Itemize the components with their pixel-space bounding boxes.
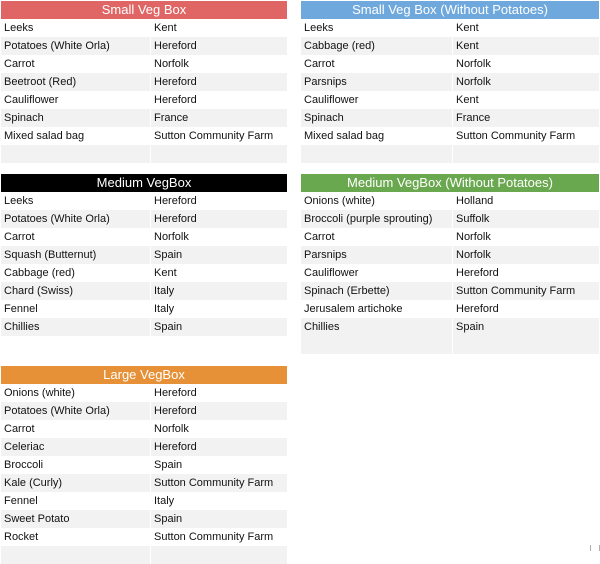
table-row (1, 192, 287, 210)
vegetable-cell: Cabbage (red) (301, 37, 453, 55)
origin-cell: Norfolk (151, 420, 287, 438)
empty-row (1, 546, 287, 564)
vegetable-cell: Fennel (1, 492, 151, 510)
table-row (1, 91, 287, 109)
table-row (301, 246, 599, 264)
table-row (301, 300, 599, 318)
medium-vegbox-table (1, 174, 287, 336)
table-row (1, 300, 287, 318)
vegetable-cell: Spinach (1, 109, 151, 127)
origin-cell: Suffolk (453, 210, 599, 228)
vegetable-cell: Broccoli (1, 456, 151, 474)
table-row (301, 318, 599, 336)
origin-cell: Italy (151, 492, 287, 510)
vegetable-cell: Squash (Butternut) (1, 246, 151, 264)
large-vegbox-table (1, 366, 287, 564)
vegetable-cell: Mixed salad bag (1, 127, 151, 145)
small-veg-box-no-potatoes-table (301, 1, 599, 163)
vegetable-cell: Celeriac (1, 438, 151, 456)
origin-cell: Hereford (151, 37, 287, 55)
origin-cell: Hereford (151, 384, 287, 402)
vegetable-cell: Cauliflower (1, 91, 151, 109)
medium-vegbox-no-potatoes-rows (301, 192, 599, 354)
table-row (1, 456, 287, 474)
vegetable-cell: Carrot (1, 55, 151, 73)
table-row (1, 228, 287, 246)
vegetable-cell: Onions (white) (1, 384, 151, 402)
medium-vegbox-no-potatoes-header: Medium VegBox (Without Potatoes) (301, 174, 599, 192)
empty-row (301, 145, 599, 163)
vegetable-cell: Cabbage (red) (1, 264, 151, 282)
vegetable-cell: Cauliflower (301, 91, 453, 109)
origin-cell: Norfolk (151, 55, 287, 73)
origin-cell: Sutton Community Farm (453, 282, 599, 300)
vegetable-cell: Potatoes (White Orla) (1, 402, 151, 420)
vegetable-cell: Mixed salad bag (301, 127, 453, 145)
table-row (1, 474, 287, 492)
small-veg-box-no-potatoes-header: Small Veg Box (Without Potatoes) (301, 1, 599, 19)
table-row (1, 318, 287, 336)
origin-cell: Norfolk (453, 73, 599, 91)
origin-cell: Hereford (453, 264, 599, 282)
vegetable-cell: Leeks (1, 192, 151, 210)
vegetable-cell: Potatoes (White Orla) (1, 37, 151, 55)
table-row (1, 264, 287, 282)
origin-cell: Hereford (151, 91, 287, 109)
table-row (1, 528, 287, 546)
vegetable-cell: Fennel (1, 300, 151, 318)
origin-cell: Kent (453, 37, 599, 55)
origin-cell: Sutton Community Farm (151, 474, 287, 492)
vegetable-cell: Cauliflower (301, 264, 453, 282)
vegetable-cell: Kale (Curly) (1, 474, 151, 492)
table-row (301, 109, 599, 127)
vegetable-cell: Broccoli (purple sprouting) (301, 210, 453, 228)
vegetable-cell: Parsnips (301, 73, 453, 91)
vegetable-cell: Carrot (301, 55, 453, 73)
empty-cell (453, 336, 599, 354)
table-row (301, 55, 599, 73)
vegetable-cell: Jerusalem artichoke (301, 300, 453, 318)
table-row (301, 127, 599, 145)
origin-cell: Kent (151, 19, 287, 37)
table-row (1, 402, 287, 420)
vegetable-cell: Parsnips (301, 246, 453, 264)
table-row (1, 55, 287, 73)
medium-vegbox-header: Medium VegBox (1, 174, 287, 192)
origin-cell: Sutton Community Farm (151, 127, 287, 145)
table-row (1, 109, 287, 127)
table-row (301, 228, 599, 246)
origin-cell: Spain (453, 318, 599, 336)
vegetable-cell: Onions (white) (301, 192, 453, 210)
column-resize-handle[interactable] (590, 545, 600, 551)
vegetable-cell: Leeks (1, 19, 151, 37)
empty-cell (301, 145, 453, 163)
origin-cell: Kent (453, 91, 599, 109)
vegetable-cell: Carrot (1, 228, 151, 246)
origin-cell: Norfolk (453, 246, 599, 264)
vegetable-cell: Leeks (301, 19, 453, 37)
empty-cell (1, 145, 151, 163)
table-row (1, 492, 287, 510)
table-row (1, 438, 287, 456)
table-row (301, 210, 599, 228)
origin-cell: Kent (151, 264, 287, 282)
origin-cell: Hereford (151, 402, 287, 420)
large-vegbox-rows (1, 384, 287, 564)
origin-cell: Norfolk (453, 55, 599, 73)
table-row (1, 510, 287, 528)
table-row (301, 73, 599, 91)
origin-cell: Spain (151, 510, 287, 528)
origin-cell: Hereford (151, 192, 287, 210)
empty-row (301, 336, 599, 354)
vegetable-cell: Carrot (1, 420, 151, 438)
origin-cell: France (151, 109, 287, 127)
vegetable-cell: Spinach (301, 109, 453, 127)
vegetable-cell: Chard (Swiss) (1, 282, 151, 300)
origin-cell: Norfolk (453, 228, 599, 246)
empty-row (1, 145, 287, 163)
origin-cell: Hereford (151, 438, 287, 456)
table-row (1, 210, 287, 228)
empty-cell (151, 145, 287, 163)
table-row (1, 384, 287, 402)
small-veg-box-no-potatoes-rows (301, 19, 599, 163)
table-row (301, 91, 599, 109)
origin-cell: Spain (151, 246, 287, 264)
origin-cell: Hereford (453, 300, 599, 318)
small-veg-box-rows (1, 19, 287, 163)
table-row (1, 37, 287, 55)
origin-cell: Spain (151, 456, 287, 474)
vegetable-cell: Carrot (301, 228, 453, 246)
table-row (1, 73, 287, 91)
empty-cell (301, 336, 453, 354)
table-row (301, 19, 599, 37)
vegetable-cell: Rocket (1, 528, 151, 546)
origin-cell: Sutton Community Farm (151, 528, 287, 546)
vegetable-cell: Chillies (1, 318, 151, 336)
origin-cell: Italy (151, 300, 287, 318)
large-vegbox-header: Large VegBox (1, 366, 287, 384)
table-row (301, 192, 599, 210)
table-row (301, 282, 599, 300)
origin-cell: Italy (151, 282, 287, 300)
small-veg-box-header: Small Veg Box (1, 1, 287, 19)
origin-cell: Sutton Community Farm (453, 127, 599, 145)
vegetable-cell: Potatoes (White Orla) (1, 210, 151, 228)
table-row (301, 37, 599, 55)
empty-cell (1, 546, 151, 564)
table-row (1, 282, 287, 300)
origin-cell: France (453, 109, 599, 127)
origin-cell: Holland (453, 192, 599, 210)
vegetable-cell: Spinach (Erbette) (301, 282, 453, 300)
origin-cell: Hereford (151, 73, 287, 91)
table-row (1, 19, 287, 37)
medium-vegbox-no-potatoes-table (301, 174, 599, 354)
empty-cell (453, 145, 599, 163)
origin-cell: Norfolk (151, 228, 287, 246)
origin-cell: Hereford (151, 210, 287, 228)
table-row (1, 420, 287, 438)
origin-cell: Spain (151, 318, 287, 336)
table-row (301, 264, 599, 282)
origin-cell: Kent (453, 19, 599, 37)
vegetable-cell: Sweet Potato (1, 510, 151, 528)
table-row (1, 246, 287, 264)
vegetable-cell: Beetroot (Red) (1, 73, 151, 91)
table-row (1, 127, 287, 145)
vegetable-cell: Chillies (301, 318, 453, 336)
empty-cell (151, 546, 287, 564)
medium-vegbox-rows (1, 192, 287, 336)
small-veg-box-table (1, 1, 287, 163)
